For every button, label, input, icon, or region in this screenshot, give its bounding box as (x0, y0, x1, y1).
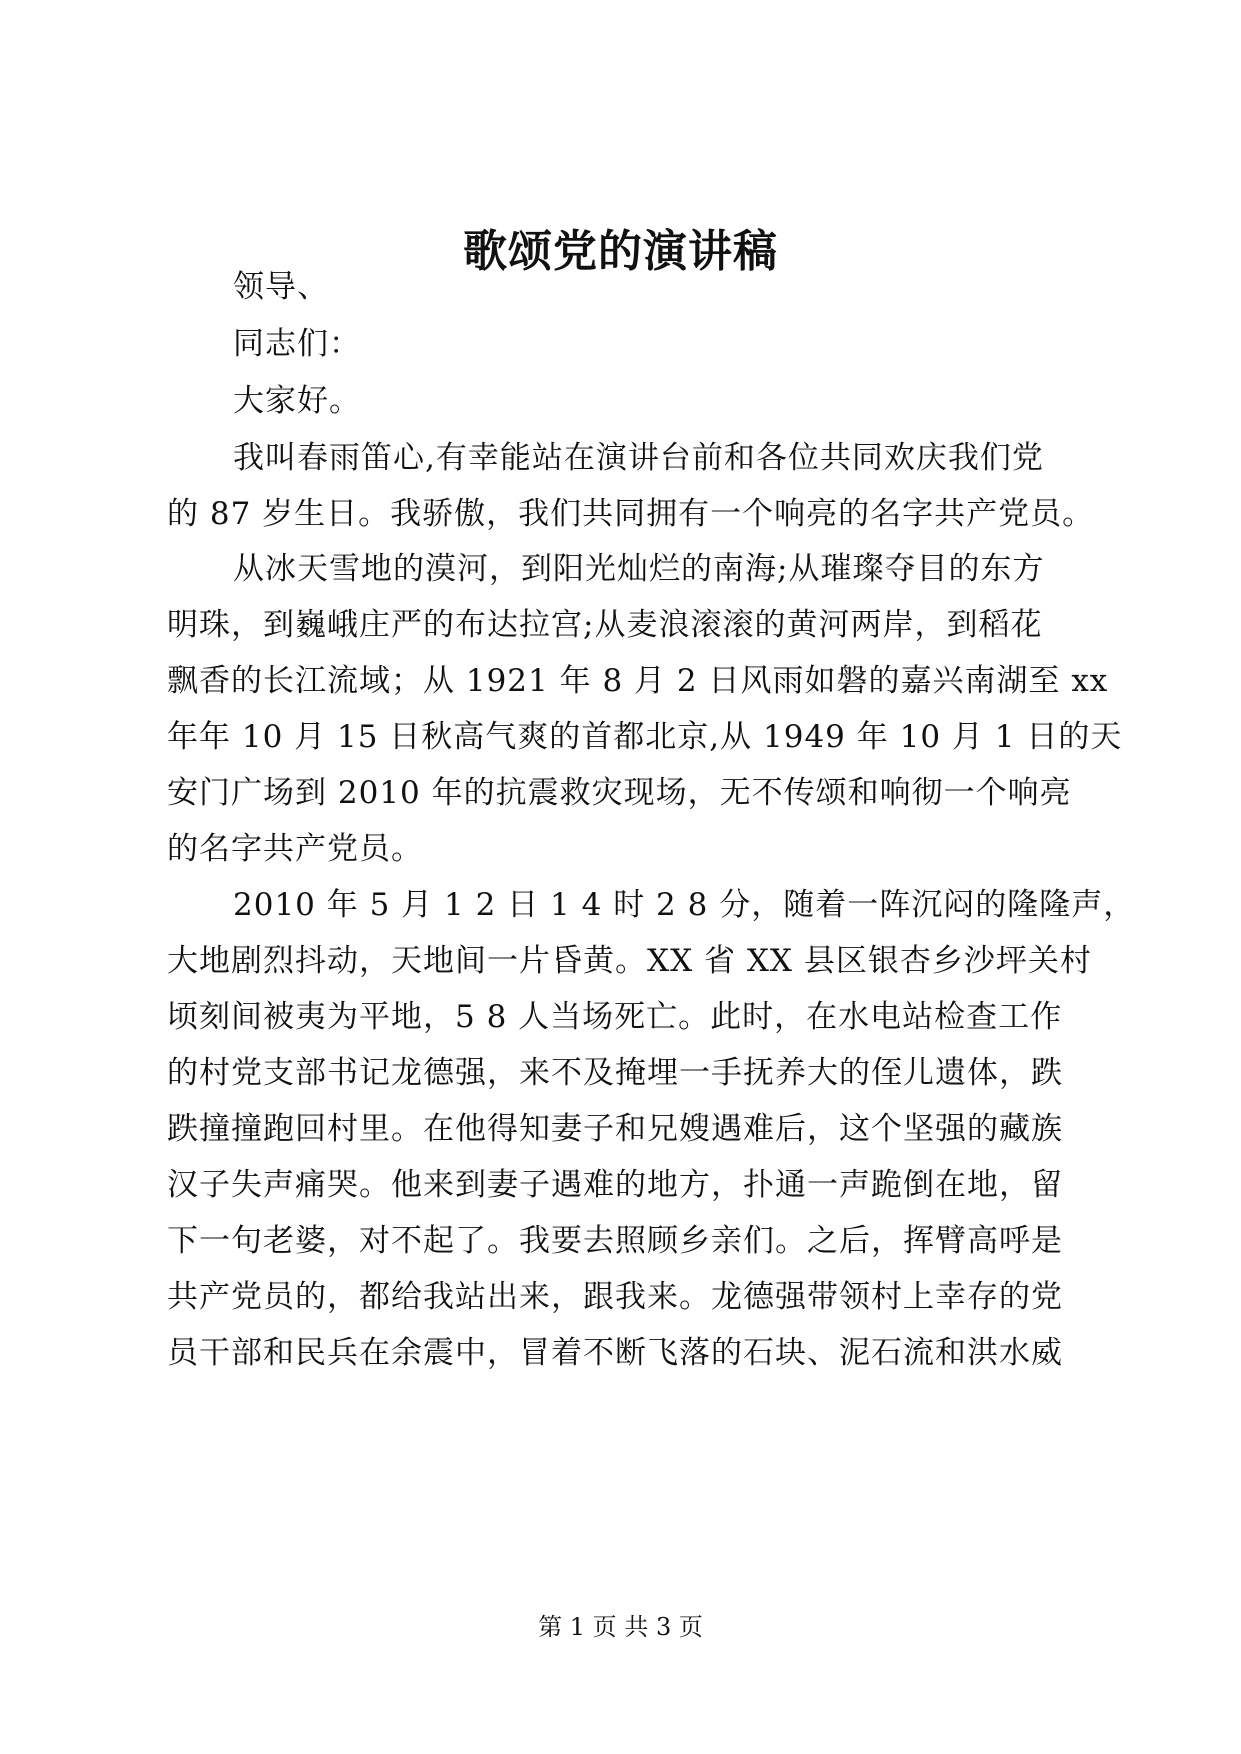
paragraph-1-line-1: 我叫春雨笛心,有幸能站在演讲台前和各位共同欢庆我们党 (233, 440, 1044, 476)
paragraph-2-line-5: 安门广场到 2010 年的抗震救灾现场，无不传颂和响彻一个响亮 (167, 775, 1072, 811)
paragraph-3-line-4: 的村党支部书记龙德强，来不及掩埋一手抚养大的侄儿遗体，跌 (167, 1055, 1063, 1091)
greeting-leaders: 领导、 (233, 269, 329, 305)
paragraph-3-line-2: 大地剧烈抖动，天地间一片昏黄。XX 省 XX 县区银杏乡沙坪关村 (167, 943, 1092, 979)
paragraph-3-line-7: 下一句老婆，对不起了。我要去照顾乡亲们。之后，挥臂高呼是 (167, 1223, 1063, 1259)
document-title: 歌颂党的演讲稿 (463, 226, 778, 277)
paragraph-2-line-1: 从冰天雪地的漠河，到阳光灿烂的南海;从璀璨夺目的东方 (233, 551, 1045, 587)
paragraph-3-line-6: 汉子失声痛哭。他来到妻子遇难的地方，扑通一声跪倒在地，留 (167, 1167, 1063, 1203)
greeting-everyone: 大家好。 (233, 383, 361, 419)
paragraph-3-line-3: 顷刻间被夷为平地，5 8 人当场死亡。此时，在水电站检查工作 (167, 999, 1063, 1035)
greeting-comrades: 同志们： (233, 326, 361, 362)
paragraph-2-line-6: 的名字共产党员。 (167, 831, 423, 867)
paragraph-3-line-8: 共产党员的，都给我站出来，跟我来。龙德强带领村上幸存的党 (167, 1279, 1063, 1315)
paragraph-1-line-2: 的 87 岁生日。我骄傲，我们共同拥有一个响亮的名字共产党员。 (167, 496, 1095, 532)
paragraph-3-line-5: 跌撞撞跑回村里。在他得知妻子和兄嫂遇难后，这个坚强的藏族 (167, 1111, 1063, 1147)
paragraph-3-line-9: 员干部和民兵在余震中，冒着不断飞落的石块、泥石流和洪水威 (167, 1335, 1063, 1371)
paragraph-3-line-1: 2010 年 5 月 1 2 日 1 4 时 2 8 分，随着一阵沉闷的隆隆声， (233, 887, 1136, 923)
paragraph-2-line-4: 年年 10 月 15 日秋高气爽的首都北京,从 1949 年 10 月 1 日的天 (167, 719, 1123, 755)
page-number-footer: 第 1 页 共 3 页 (538, 1613, 703, 1641)
paragraph-2-line-3: 飘香的长江流域；从 1921 年 8 月 2 日风雨如磐的嘉兴南湖至 xx (167, 663, 1109, 699)
paragraph-2-line-2: 明珠，到巍峨庄严的布达拉宫;从麦浪滚滚的黄河两岸，到稻花 (167, 607, 1043, 643)
